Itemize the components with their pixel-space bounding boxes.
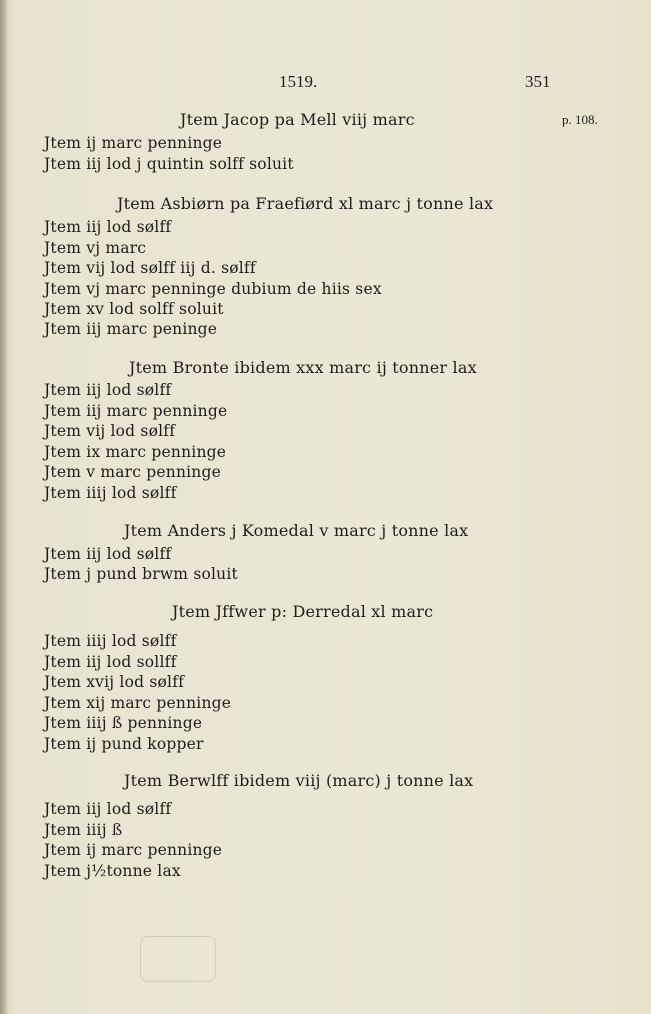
ledger-entry: Jtem xvij lod sølff [44, 673, 185, 691]
ledger-entry: Jtem iij lod sølff [44, 800, 172, 818]
section-title: Jtem Jffwer p: Derredal xl marc [172, 602, 434, 621]
section-title: Jtem Berwlff ibidem viij (marc) j tonne lax [124, 771, 474, 790]
page-number: 351 [525, 72, 551, 91]
ledger-entry: Jtem iij marc peninge [44, 320, 218, 338]
ledger-entry: Jtem iiij ß penninge [44, 714, 203, 732]
book-spine-shadow [0, 0, 8, 1014]
ledger-entry: Jtem j pund brwm soluit [44, 565, 238, 583]
ledger-entry: Jtem ij marc penninge [44, 134, 223, 152]
ledger-entry: Jtem vij lod sølff [44, 422, 176, 440]
ledger-entry: Jtem j½tonne lax [44, 862, 181, 880]
ledger-entry: Jtem iiij lod sølff [44, 632, 177, 650]
section-title: Jtem Anders j Komedal v marc j tonne lax [124, 521, 469, 540]
ledger-entry: Jtem vij lod sølff iij d. sølff [44, 259, 256, 277]
ledger-entry: Jtem v marc penninge [44, 463, 221, 481]
ledger-entry: Jtem ij marc penninge [44, 841, 223, 859]
ledger-entry: Jtem iij lod sølff [44, 218, 172, 236]
ledger-entry: Jtem vj marc [44, 239, 147, 257]
ledger-entry: Jtem ix marc penninge [44, 443, 227, 461]
section-title: Jtem Asbiørn pa Fraefiørd xl marc j tonne lax [117, 194, 494, 213]
ledger-entry: Jtem iiij lod sølff [44, 484, 177, 502]
margin-reference: p. 108. [562, 112, 598, 127]
ledger-entry: Jtem xv lod solff soluit [44, 300, 224, 318]
ledger-entry: Jtem vj marc penninge dubium de hiis sex [44, 280, 382, 298]
ledger-entry: Jtem ij pund kopper [44, 735, 204, 753]
ledger-entry: Jtem xij marc penninge [44, 694, 232, 712]
page-header-year: 1519. [279, 72, 318, 91]
ledger-entry: Jtem iij lod j quintin solff soluit [44, 155, 294, 173]
ledger-entry: Jtem iiij ß [44, 821, 123, 839]
section-title: Jtem Jacop pa Mell viij marc [180, 110, 415, 129]
paper-stain [140, 936, 216, 982]
ledger-entry: Jtem iij lod sølff [44, 545, 172, 563]
section-title: Jtem Bronte ibidem xxx marc ij tonner lax [129, 358, 477, 377]
ledger-entry: Jtem iij lod sølff [44, 381, 172, 399]
ledger-entry: Jtem iij marc penninge [44, 402, 228, 420]
ledger-entry: Jtem iij lod sollff [44, 653, 177, 671]
